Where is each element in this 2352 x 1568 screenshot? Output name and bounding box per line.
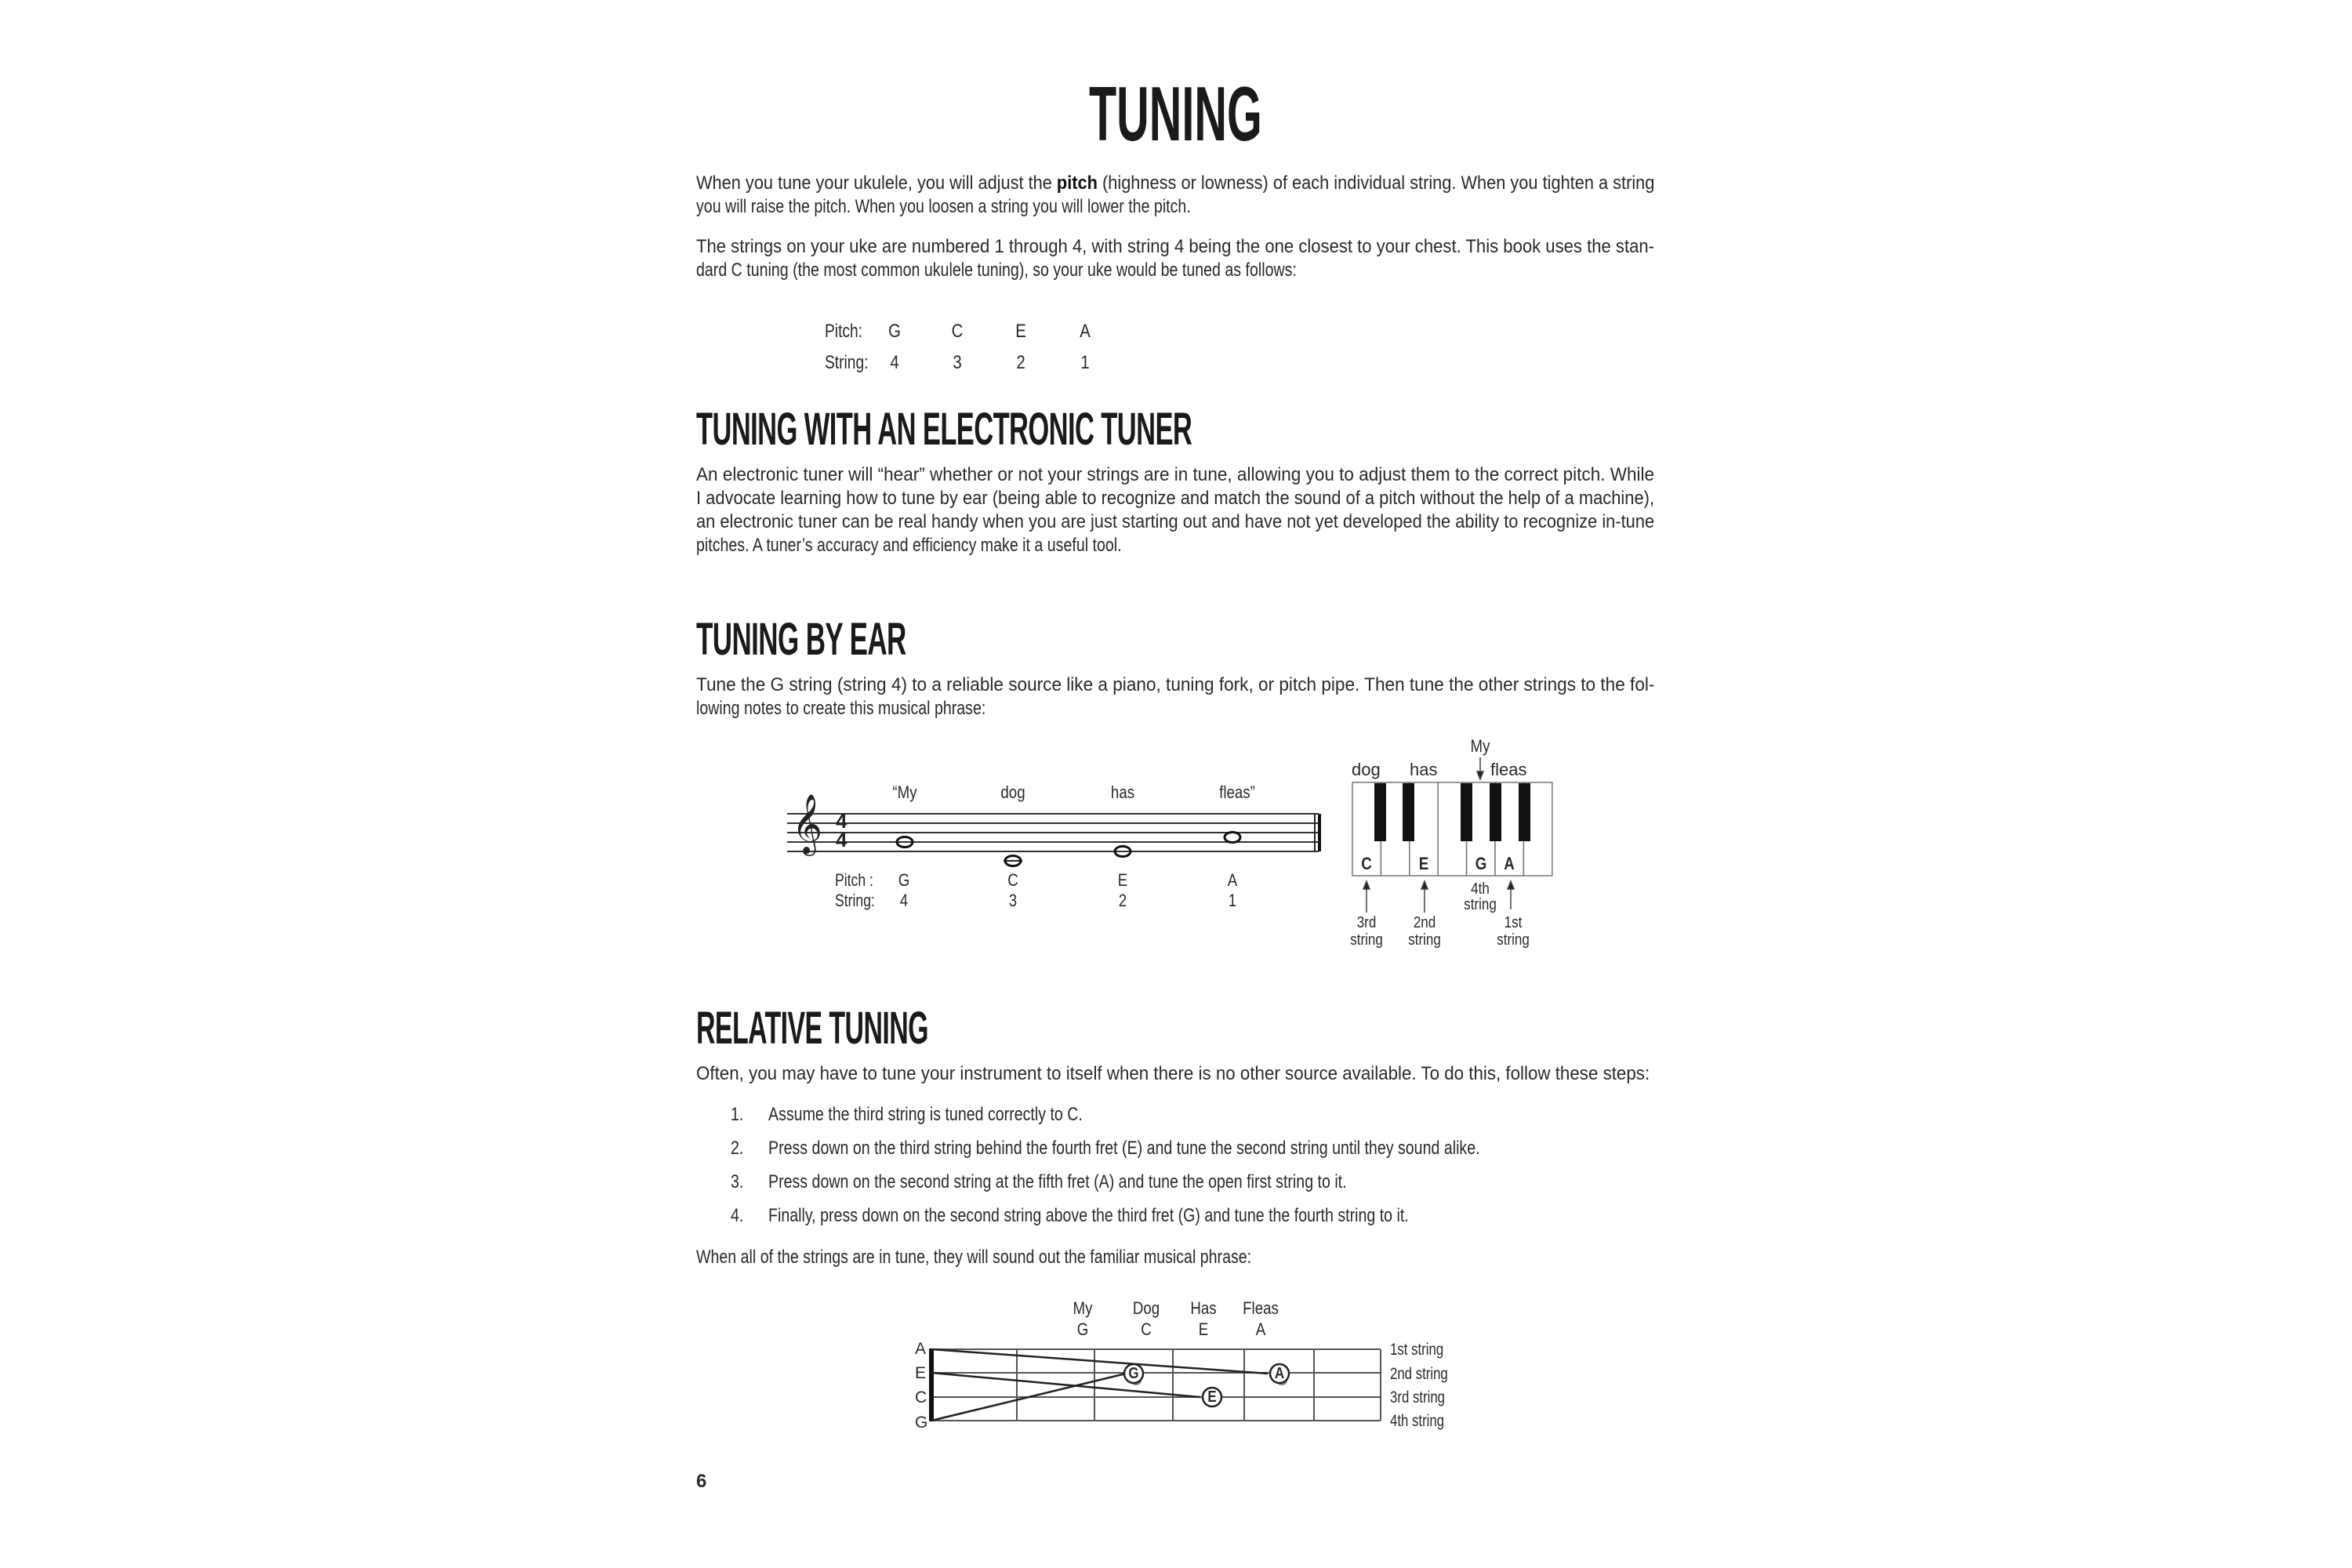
heading-electronic-tuner: TUNING WITH AN ELECTRONIC TUNER — [696, 404, 1192, 455]
fretboard-word-my: My — [1073, 1298, 1093, 1318]
electronic-paragraph-line-1: An electronic tuner will “hear” whether or not your strings are in tune, allowing you to adjust them to the correct pitch. While — [696, 464, 1655, 485]
staff-pitch-g: G — [898, 870, 910, 890]
tuning-table-string-4: 4 — [890, 352, 899, 373]
lyric-my: “My — [892, 782, 917, 802]
fretboard-word-dog: Dog — [1132, 1298, 1160, 1318]
fretboard-note-c: C — [1141, 1319, 1152, 1339]
tuning-table-string-2: 2 — [1016, 352, 1025, 373]
keyboard-word-dog: dog — [1352, 760, 1381, 779]
open-string-c: C — [915, 1388, 927, 1406]
fretboard-note-a: A — [1255, 1319, 1266, 1339]
staff-pitch-e: E — [1117, 870, 1128, 890]
tuning-table-pitch-c: C — [951, 321, 964, 342]
electronic-paragraph-line-4: pitches. A tuner’s accuracy and efficiency make it a useful tool. — [696, 535, 1122, 556]
step-number: 3. — [731, 1171, 744, 1192]
step-number: 4. — [731, 1205, 744, 1226]
time-signature-bottom: 4 — [836, 828, 848, 851]
fretboard-word-fleas: Fleas — [1243, 1298, 1279, 1318]
staff-pitch-a: A — [1227, 870, 1238, 890]
staff-string-3: 3 — [1008, 891, 1018, 910]
electronic-paragraph-line-2: I advocate learning how to tune by ear (being able to recognize and match the sound of a pitch without the help of a machine), — [696, 488, 1655, 509]
step-number: 2. — [731, 1138, 744, 1159]
intro-paragraph-2-line-2: dard C tuning (the most common ukulele tuning), so your uke would be tuned as follows: — [696, 260, 1297, 281]
keyboard-word-fleas: fleas — [1490, 760, 1527, 779]
staff-string-label: String: — [835, 891, 875, 910]
heading-tuning-by-ear: TUNING BY EAR — [696, 614, 906, 665]
tuning-table-string-1: 1 — [1080, 352, 1090, 373]
fretboard-note-e: E — [1198, 1319, 1209, 1339]
label-2nd-string: 2nd string — [1408, 914, 1441, 949]
relative-outro: When all of the strings are in tune, they will sound out the familiar musical phrase: — [696, 1247, 1252, 1268]
time-signature-top: 4 — [836, 809, 848, 833]
key-label-e: E — [1418, 854, 1429, 873]
fret-marker-e-label: E — [1207, 1388, 1217, 1406]
step-text: Assume the third string is tuned correctly to C. — [768, 1104, 1083, 1125]
electronic-paragraph-line-3: an electronic tuner can be real handy when you are just starting out and have not yet developed the ability to recognize in-tune — [696, 511, 1655, 532]
heading-relative-tuning: RELATIVE TUNING — [696, 1003, 928, 1054]
staff-string-1: 1 — [1228, 891, 1237, 910]
staff-pitch-c: C — [1007, 870, 1018, 890]
keyboard-word-has: has — [1410, 760, 1438, 779]
lyric-has: has — [1110, 782, 1135, 802]
keyboard-word-my: My — [1470, 736, 1490, 756]
fret-marker-a-label: A — [1274, 1365, 1285, 1382]
string-name-4: 4th string — [1390, 1412, 1445, 1430]
string-name-2: 2nd string — [1390, 1365, 1448, 1383]
step-number: 1. — [731, 1104, 744, 1125]
open-string-a: A — [915, 1340, 927, 1358]
tuning-table-pitch-g: G — [888, 321, 901, 342]
tuning-table-string-label: String: — [825, 352, 869, 373]
tuning-table-pitch-e: E — [1015, 321, 1026, 342]
pitch-term: pitch — [1056, 172, 1098, 194]
by-ear-paragraph-line-2: lowing notes to create this musical phrase: — [696, 698, 986, 719]
lyric-fleas: fleas” — [1219, 782, 1255, 802]
page-title: TUNING — [1089, 71, 1262, 157]
label-4th-string: 4th string — [1464, 880, 1497, 913]
lyric-dog: dog — [1000, 782, 1025, 802]
step-text: Press down on the second string at the fifth fret (A) and tune the open first string to it. — [768, 1171, 1347, 1192]
page-number: 6 — [696, 1471, 707, 1492]
fret-marker-g-label: G — [1128, 1365, 1139, 1382]
by-ear-paragraph-line-1: Tune the G string (string 4) to a reliable source like a piano, tuning fork, or pitch pipe. Then tune the other strings to the fol- — [696, 674, 1655, 695]
staff-pitch-label: Pitch : — [835, 870, 873, 890]
intro-paragraph-2-line-1: The strings on your uke are numbered 1 through 4, with string 4 being the one closest to your chest. This book uses the stan- — [696, 236, 1654, 257]
staff-string-4: 4 — [899, 891, 909, 910]
tuning-table-pitch-a: A — [1080, 321, 1091, 342]
label-3rd-string: 3rd string — [1350, 914, 1383, 949]
open-string-g: G — [915, 1414, 928, 1432]
open-string-e: E — [915, 1364, 927, 1382]
fret-marker-icons — [1124, 1364, 1289, 1406]
string-name-3: 3rd string — [1390, 1388, 1446, 1406]
step-text: Press down on the third string behind the fourth fret (E) and tune the second string until they sound alike. — [768, 1138, 1480, 1159]
treble-clef-icon: 𝄞 — [792, 793, 823, 854]
relative-intro: Often, you may have to tune your instrument to itself when there is no other source available. To do this, follow these steps: — [696, 1063, 1650, 1084]
intro-paragraph-1-line-2: you will raise the pitch. When you loosen a string you will lower the pitch. — [696, 196, 1191, 217]
key-label-c: C — [1361, 854, 1372, 873]
string-name-1: 1st string — [1390, 1341, 1444, 1359]
tuning-table-string-3: 3 — [953, 352, 962, 373]
staff-string-2: 2 — [1118, 891, 1127, 910]
key-label-g: G — [1475, 854, 1487, 873]
step-text: Finally, press down on the second string above the third fret (G) and tune the fourth string to it. — [768, 1205, 1409, 1226]
fretboard-word-has: Has — [1190, 1298, 1217, 1318]
label-1st-string: 1st string — [1497, 914, 1530, 949]
tuning-table-pitch-label: Pitch: — [825, 321, 863, 342]
key-label-a: A — [1504, 854, 1515, 873]
intro-paragraph-1-line-1: When you tune your ukulele, you will adjust the pitch (highness or lowness) of each individual string. When you tighten a string — [696, 172, 1655, 194]
fretboard-note-g: G — [1076, 1319, 1089, 1339]
